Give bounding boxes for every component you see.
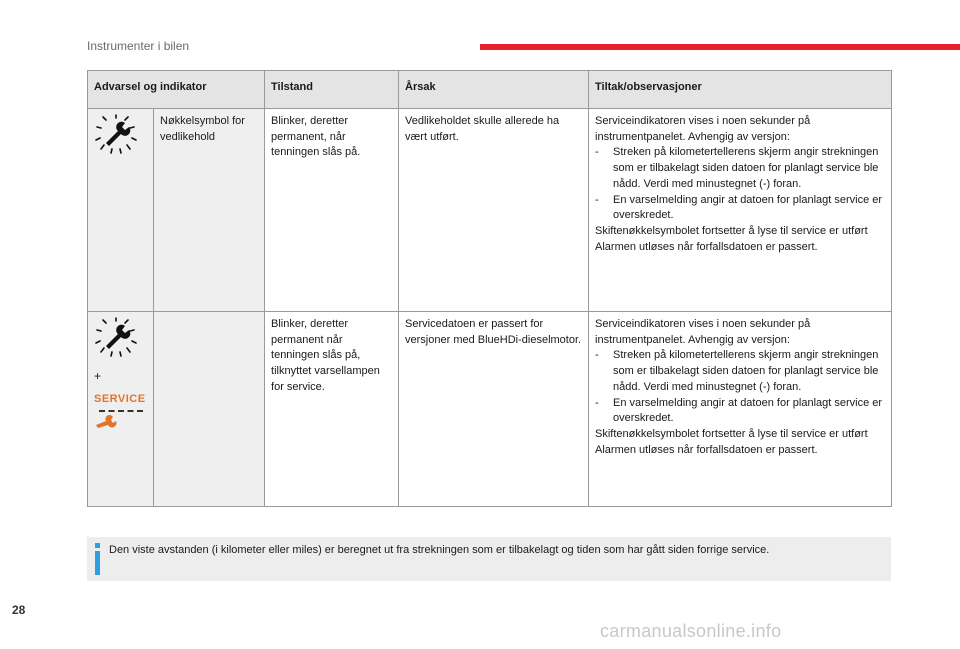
indicator-icon-cell (88, 109, 154, 312)
table-row (88, 109, 892, 312)
table-header-row (88, 71, 892, 109)
list-item: - Streken på kilometertellerens skjerm angir strekningen som er tilbakelagt siden datoen for planlagt service ble nådd. Verdi med minustegnet (-) foran. (595, 349, 879, 393)
table-row (88, 312, 892, 507)
info-box (87, 537, 891, 581)
service-wrench-icon (94, 420, 118, 432)
indicator-name (154, 312, 265, 507)
column-header-cause: Årsak (399, 71, 589, 109)
header-accent-bar (480, 44, 960, 50)
state-text: Blinker, deretter permanent når tenningen slås på, tilknyttet varsellampen for service. (265, 312, 399, 507)
actions-note: Alarmen utløses når forfallsdatoen er passert. (595, 240, 818, 253)
watermark: carmanualsonline.info (600, 621, 782, 641)
list-item: - En varselmelding angir at datoen for planlagt service er overskredet. (595, 193, 883, 222)
cause-text: Vedlikeholdet skulle allerede ha vært utført. (399, 109, 589, 312)
page-number: 28 (12, 603, 26, 617)
actions-intro: Serviceindikatoren vises i noen sekunder på instrumentpanelet. Avhengig av versjon: (595, 115, 811, 143)
info-icon (94, 543, 102, 580)
section-title: Instrumenter i bilen (87, 39, 190, 53)
actions-note: Skiftenøkkelsymbolet fortsetter å lyse til service er utført (595, 224, 868, 237)
actions-note: Skiftenøkkelsymbolet fortsetter å lyse til service er utført (595, 427, 868, 440)
indicator-icon-cell (88, 312, 154, 507)
column-header-state: Tilstand (265, 71, 399, 109)
state-text: Blinker, deretter permanent, når tenningen slås på. (265, 109, 399, 312)
wrench-warning-icon (94, 348, 138, 360)
service-dash-line (99, 410, 143, 412)
column-header-actions: Tiltak/observasjoner (589, 71, 892, 109)
indicator-name: Nøkkelsymbol for vedlikehold (154, 109, 265, 312)
actions-cell (589, 109, 892, 312)
list-item: - Streken på kilometertellerens skjerm angir strekningen som er tilbakelagt siden datoen for planlagt service ble nådd. Verdi med minustegnet (-) foran. (595, 146, 879, 190)
wrench-warning-icon (94, 145, 138, 157)
info-text: Den viste avstanden (i kilometer eller miles) er beregnet ut fra strekningen som er tilbakelagt og tiden som har gått siden forrige service. (109, 544, 770, 556)
cause-text: Servicedatoen er passert for versjoner med BlueHDi-dieselmotor. (399, 312, 589, 507)
plus-sign: + (94, 368, 102, 383)
actions-cell (589, 312, 892, 507)
actions-note: Alarmen utløses når forfallsdatoen er passert. (595, 443, 818, 456)
list-item: - En varselmelding angir at datoen for planlagt service er overskredet. (595, 396, 883, 425)
actions-intro: Serviceindikatoren vises i noen sekunder på instrumentpanelet. Avhengig av versjon: (595, 318, 811, 346)
indicator-table (87, 70, 892, 507)
column-header-indicator: Advarsel og indikator (88, 71, 265, 109)
service-label: SERVICE (94, 393, 146, 406)
